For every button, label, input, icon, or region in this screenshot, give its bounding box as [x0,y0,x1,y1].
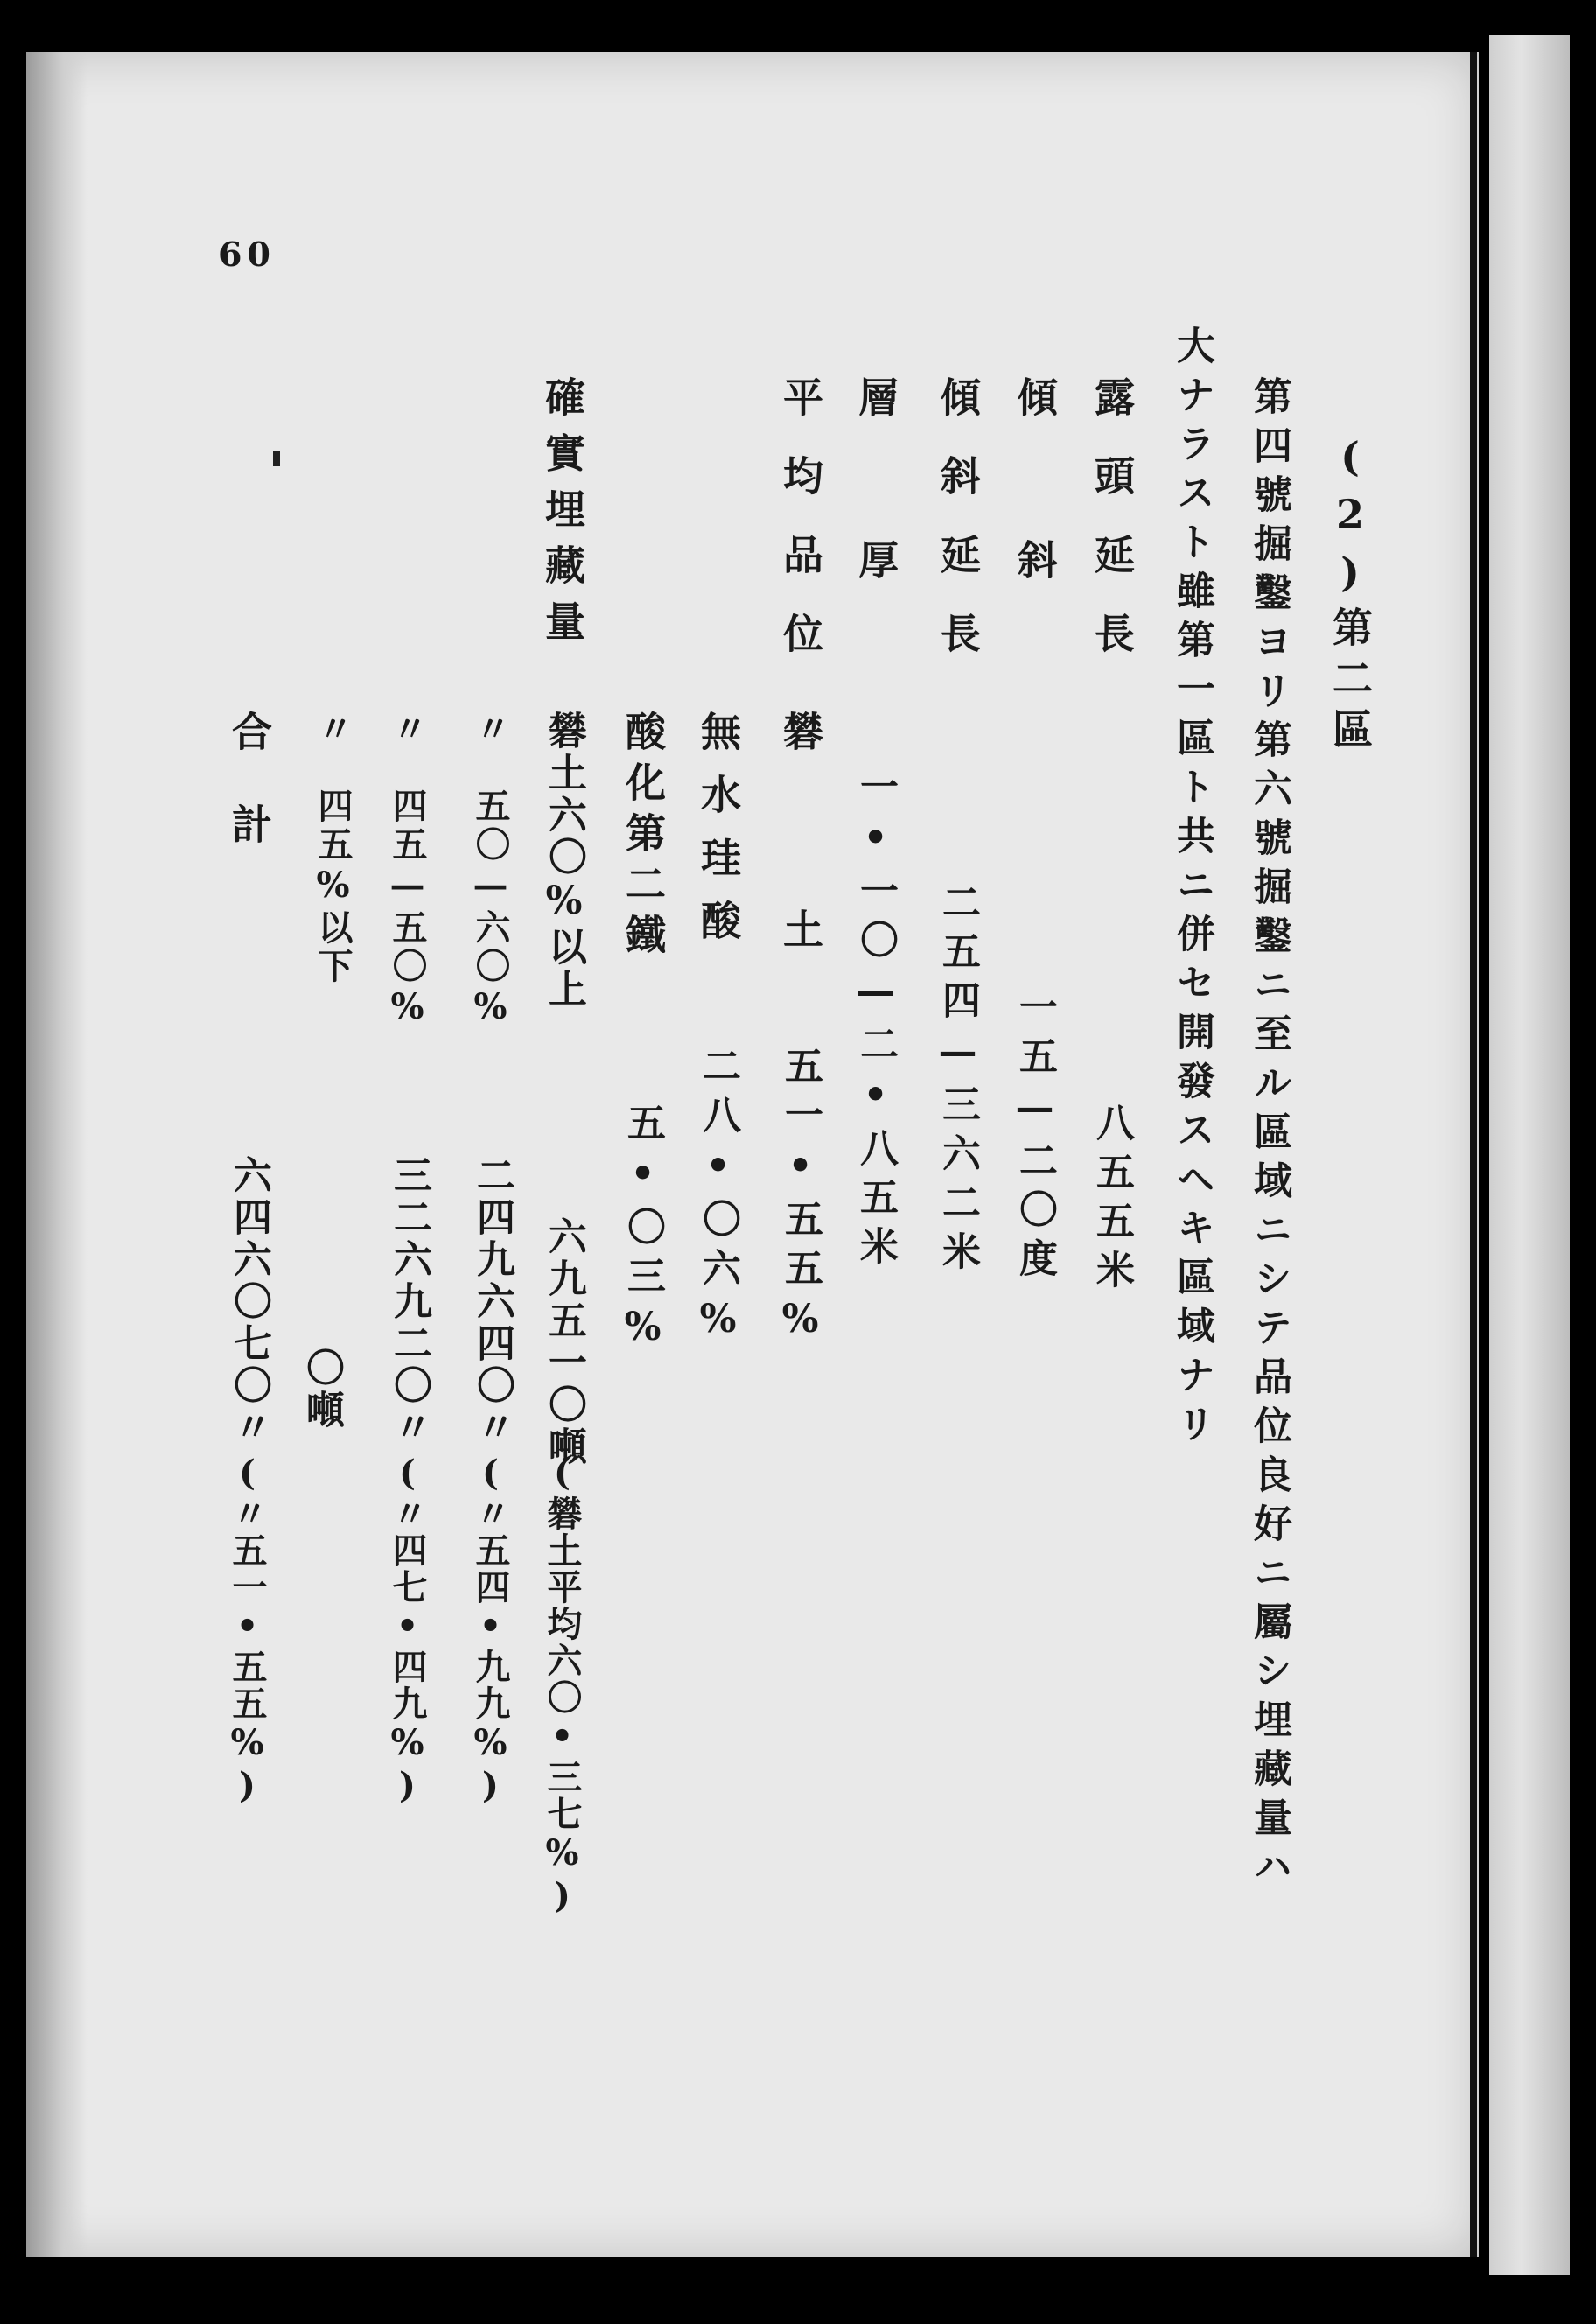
reserve-row-grade: 礬土六〇%以上 [542,710,586,1011]
grade-label: 平均品位 [777,376,824,691]
grade-item-alumina-name: 礬土 [777,710,824,1106]
reserve-row-grade: 四五—五〇% [387,788,428,1031]
grade-item-alumina-value: 五一•五五% [778,1046,822,1352]
page-edge-shadow [26,52,88,2258]
spec-value-outcrop: 八五五米 [1089,1102,1134,1298]
spec-value-dip: 一五—二〇度 [1012,987,1057,1287]
page-gutter [1470,52,1477,2258]
reserve-row-note: (〃四七•四九%) [387,1452,428,1808]
spec-label-thickness: 層厚 [852,376,900,702]
spec-value-dip-length: 二五四—三六二米 [935,882,980,1280]
reserve-row-tons: 二四九六四〇〃 [470,1155,514,1449]
intro-line-2: 大ナラスト雖第一區ト共ニ併セ開發スヘキ區域ナリ [1170,326,1214,1452]
total-note: (〃五一•五五%) [227,1452,268,1808]
reserve-row-tons: 〇噸 [299,1348,344,1432]
section-heading: (2)第二區 [1326,433,1374,759]
grade-item-iron-value: 五•〇三% [620,1102,665,1360]
next-page-edge [1489,35,1570,2275]
total-label: 合計 [226,710,273,896]
intro-line-1: 第四號掘鑿ヨリ第六號掘鑿ニ至ル區域ニシテ品位良好ニ屬シ埋藏量ハ [1247,376,1292,1895]
reserve-row-note: (礬土平均六〇•三七%) [542,1452,583,1918]
reserve-row-grade: 五〇—六〇% [470,788,511,1031]
reserve-row-grade: 四五%以下 [312,788,354,986]
spec-label-outcrop: 露頭延長 [1088,376,1136,691]
spec-label-dip-length: 傾斜延長 [934,376,982,691]
reserve-row-mark: 〃 [470,710,511,747]
reserve-row-tons: 六九五一〇噸 [542,1216,586,1468]
reserve-row-note: (〃五四•九九%) [470,1452,511,1808]
reserves-label: 確實埋藏量 [539,376,586,656]
grade-item-iron-name: 酸化第二鐵 [620,710,667,964]
reserve-row-mark: 〃 [387,710,428,747]
page-number: 60 [219,234,276,274]
grade-item-silica-value: 二八•〇六% [696,1046,740,1352]
spec-value-thickness: 一•一〇—二•八五米 [853,766,898,1275]
total-tons: 六四六〇七〇〃 [227,1155,271,1449]
reserve-row-mark: 〃 [312,710,354,747]
spec-label-dip: 傾斜 [1012,376,1059,702]
grade-item-silica-name: 無水珪酸 [695,710,742,962]
reserve-row-tons: 三二六九二〇〃 [387,1155,431,1449]
margin-mark [273,451,280,466]
